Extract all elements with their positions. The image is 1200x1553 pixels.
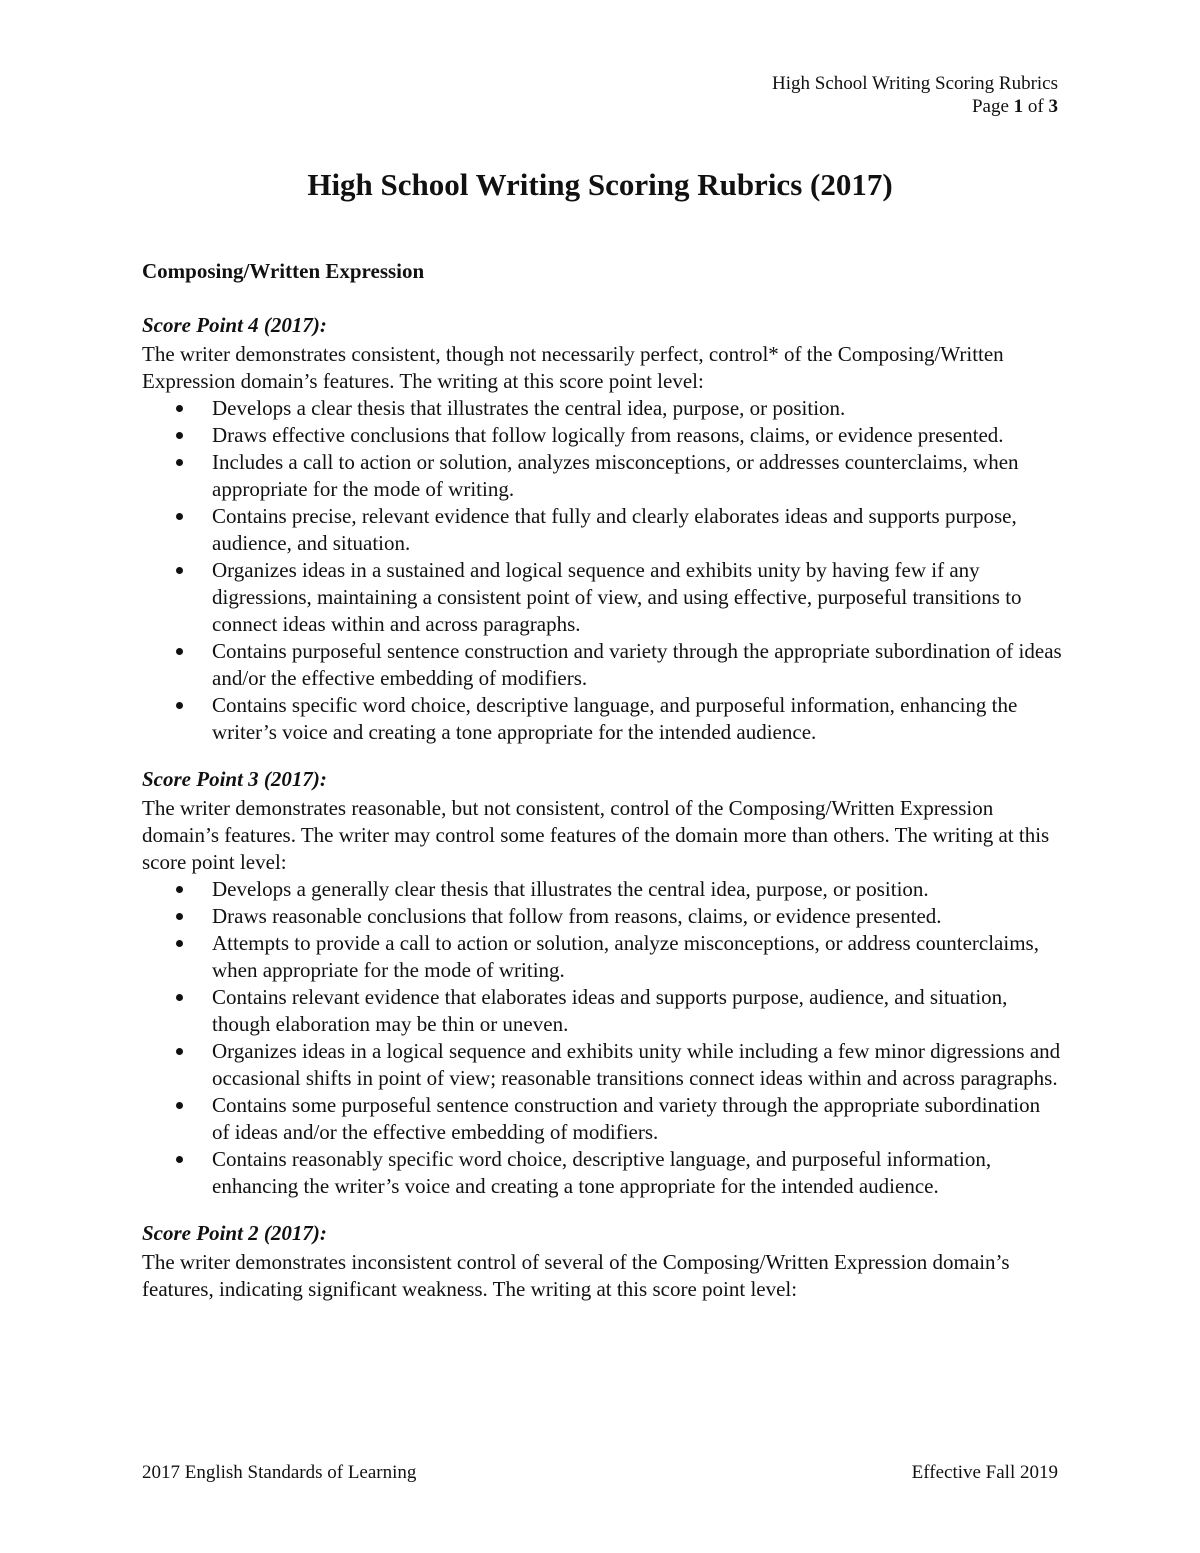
criteria-item [142, 395, 1062, 422]
bullet-icon [176, 1048, 183, 1055]
criteria-text: Draws effective conclusions that follow logically from reasons, claims, or evidence presented. [212, 423, 1004, 447]
criteria-item [142, 638, 1062, 692]
criteria-item [142, 903, 1062, 930]
score-point-intro: The writer demonstrates consistent, though not necessarily perfect, control* of the Composing/Written Expression domain’s features. The writing at this score point level: [142, 342, 1004, 393]
page-prefix: Page [971, 96, 1014, 117]
score-point-intro: The writer demonstrates reasonable, but not consistent, control of the Composing/Written Expression domain’s features. The writer may control some features of the domain more than others. The writing at this score point level: [142, 796, 1050, 874]
score-point-heading: Score Point 2 (2017): [142, 1221, 327, 1245]
score-point-3-section [142, 766, 1062, 1200]
criteria-text: Draws reasonable conclusions that follow from reasons, claims, or evidence presented. [212, 904, 942, 928]
bullet-icon [176, 702, 183, 709]
bullet-icon [176, 1102, 183, 1109]
bullet-icon [176, 886, 183, 893]
criteria-item [142, 876, 1062, 903]
criteria-text: Contains reasonably specific word choice, descriptive language, and purposeful information, enhancing the writer’s voice and creating a tone appropriate for the intended audience. [212, 1147, 992, 1198]
criteria-item [142, 930, 1062, 984]
document-body [142, 258, 1062, 1323]
score-point-heading: Score Point 3 (2017): [142, 767, 327, 791]
criteria-text: Includes a call to action or solution, analyzes misconceptions, or addresses counterclaims, when appropriate for the mode of writing. [212, 450, 1019, 501]
document-title: High School Writing Scoring Rubrics (2017) [307, 167, 893, 202]
criteria-item [142, 692, 1062, 746]
criteria-text: Develops a clear thesis that illustrates the central idea, purpose, or position. [212, 396, 846, 420]
criteria-item [142, 449, 1062, 503]
criteria-text: Contains precise, relevant evidence that fully and clearly elaborates ideas and supports purpose, audience, and situation. [212, 504, 1017, 555]
criteria-text: Organizes ideas in a logical sequence and exhibits unity while including a few minor digressions and occasional shifts in point of view; reasonable transitions connect ideas within and across paragraphs. [212, 1039, 1061, 1090]
bullet-icon [176, 940, 183, 947]
bullet-icon [176, 994, 183, 1001]
footer-right-text: Effective Fall 2019 [911, 1462, 1058, 1483]
criteria-list [142, 876, 1062, 1200]
criteria-text: Contains relevant evidence that elaborates ideas and supports purpose, audience, and situation, though elaboration may be thin or uneven. [212, 985, 1008, 1036]
criteria-text: Contains some purposeful sentence construction and variety through the appropriate subordination of ideas and/or the effective embedding of modifiers. [212, 1093, 1041, 1144]
bullet-icon [176, 567, 183, 574]
footer-left-text: 2017 English Standards of Learning [142, 1462, 417, 1483]
score-point-intro: The writer demonstrates inconsistent control of several of the Composing/Written Expression domain’s features, indicating significant weakness. The writing at this score point level: [142, 1250, 1010, 1301]
bullet-icon [176, 459, 183, 466]
criteria-text: Contains specific word choice, descriptive language, and purposeful information, enhancing the writer’s voice and creating a tone appropriate for the intended audience. [212, 693, 1018, 744]
score-point-2-section [142, 1220, 1062, 1303]
criteria-list [142, 395, 1062, 746]
page-of: of [1023, 96, 1049, 117]
score-point-heading: Score Point 4 (2017): [142, 313, 327, 337]
criteria-text: Attempts to provide a call to action or solution, analyze misconceptions, or address counterclaims, when appropriate for the mode of writing. [212, 931, 1039, 982]
criteria-item [142, 1092, 1062, 1146]
bullet-icon [176, 1156, 183, 1163]
criteria-item [142, 1038, 1062, 1092]
criteria-item [142, 1146, 1062, 1200]
criteria-text: Organizes ideas in a sustained and logical sequence and exhibits unity by having few if any digressions, maintaining a consistent point of view, and using effective, purposeful transitions to connect ideas within and across paragraphs. [212, 558, 1022, 636]
header-title: High School Writing Scoring Rubrics [772, 73, 1058, 94]
criteria-item [142, 984, 1062, 1038]
criteria-item [142, 557, 1062, 638]
page-indicator [772, 95, 1058, 118]
bullet-icon [176, 913, 183, 920]
bullet-icon [176, 405, 183, 412]
section-heading: Composing/Written Expression [142, 259, 425, 283]
criteria-text: Develops a generally clear thesis that illustrates the central idea, purpose, or position. [212, 877, 929, 901]
criteria-text: Contains purposeful sentence construction and variety through the appropriate subordination of ideas and/or the effective embedding of modifiers. [212, 639, 1062, 690]
criteria-item [142, 422, 1062, 449]
bullet-icon [176, 648, 183, 655]
criteria-item [142, 503, 1062, 557]
bullet-icon [176, 513, 183, 520]
score-point-4-section [142, 312, 1062, 746]
page-total: 3 [1048, 96, 1058, 117]
running-header [772, 72, 1058, 118]
bullet-icon [176, 432, 183, 439]
page-current: 1 [1013, 96, 1024, 117]
